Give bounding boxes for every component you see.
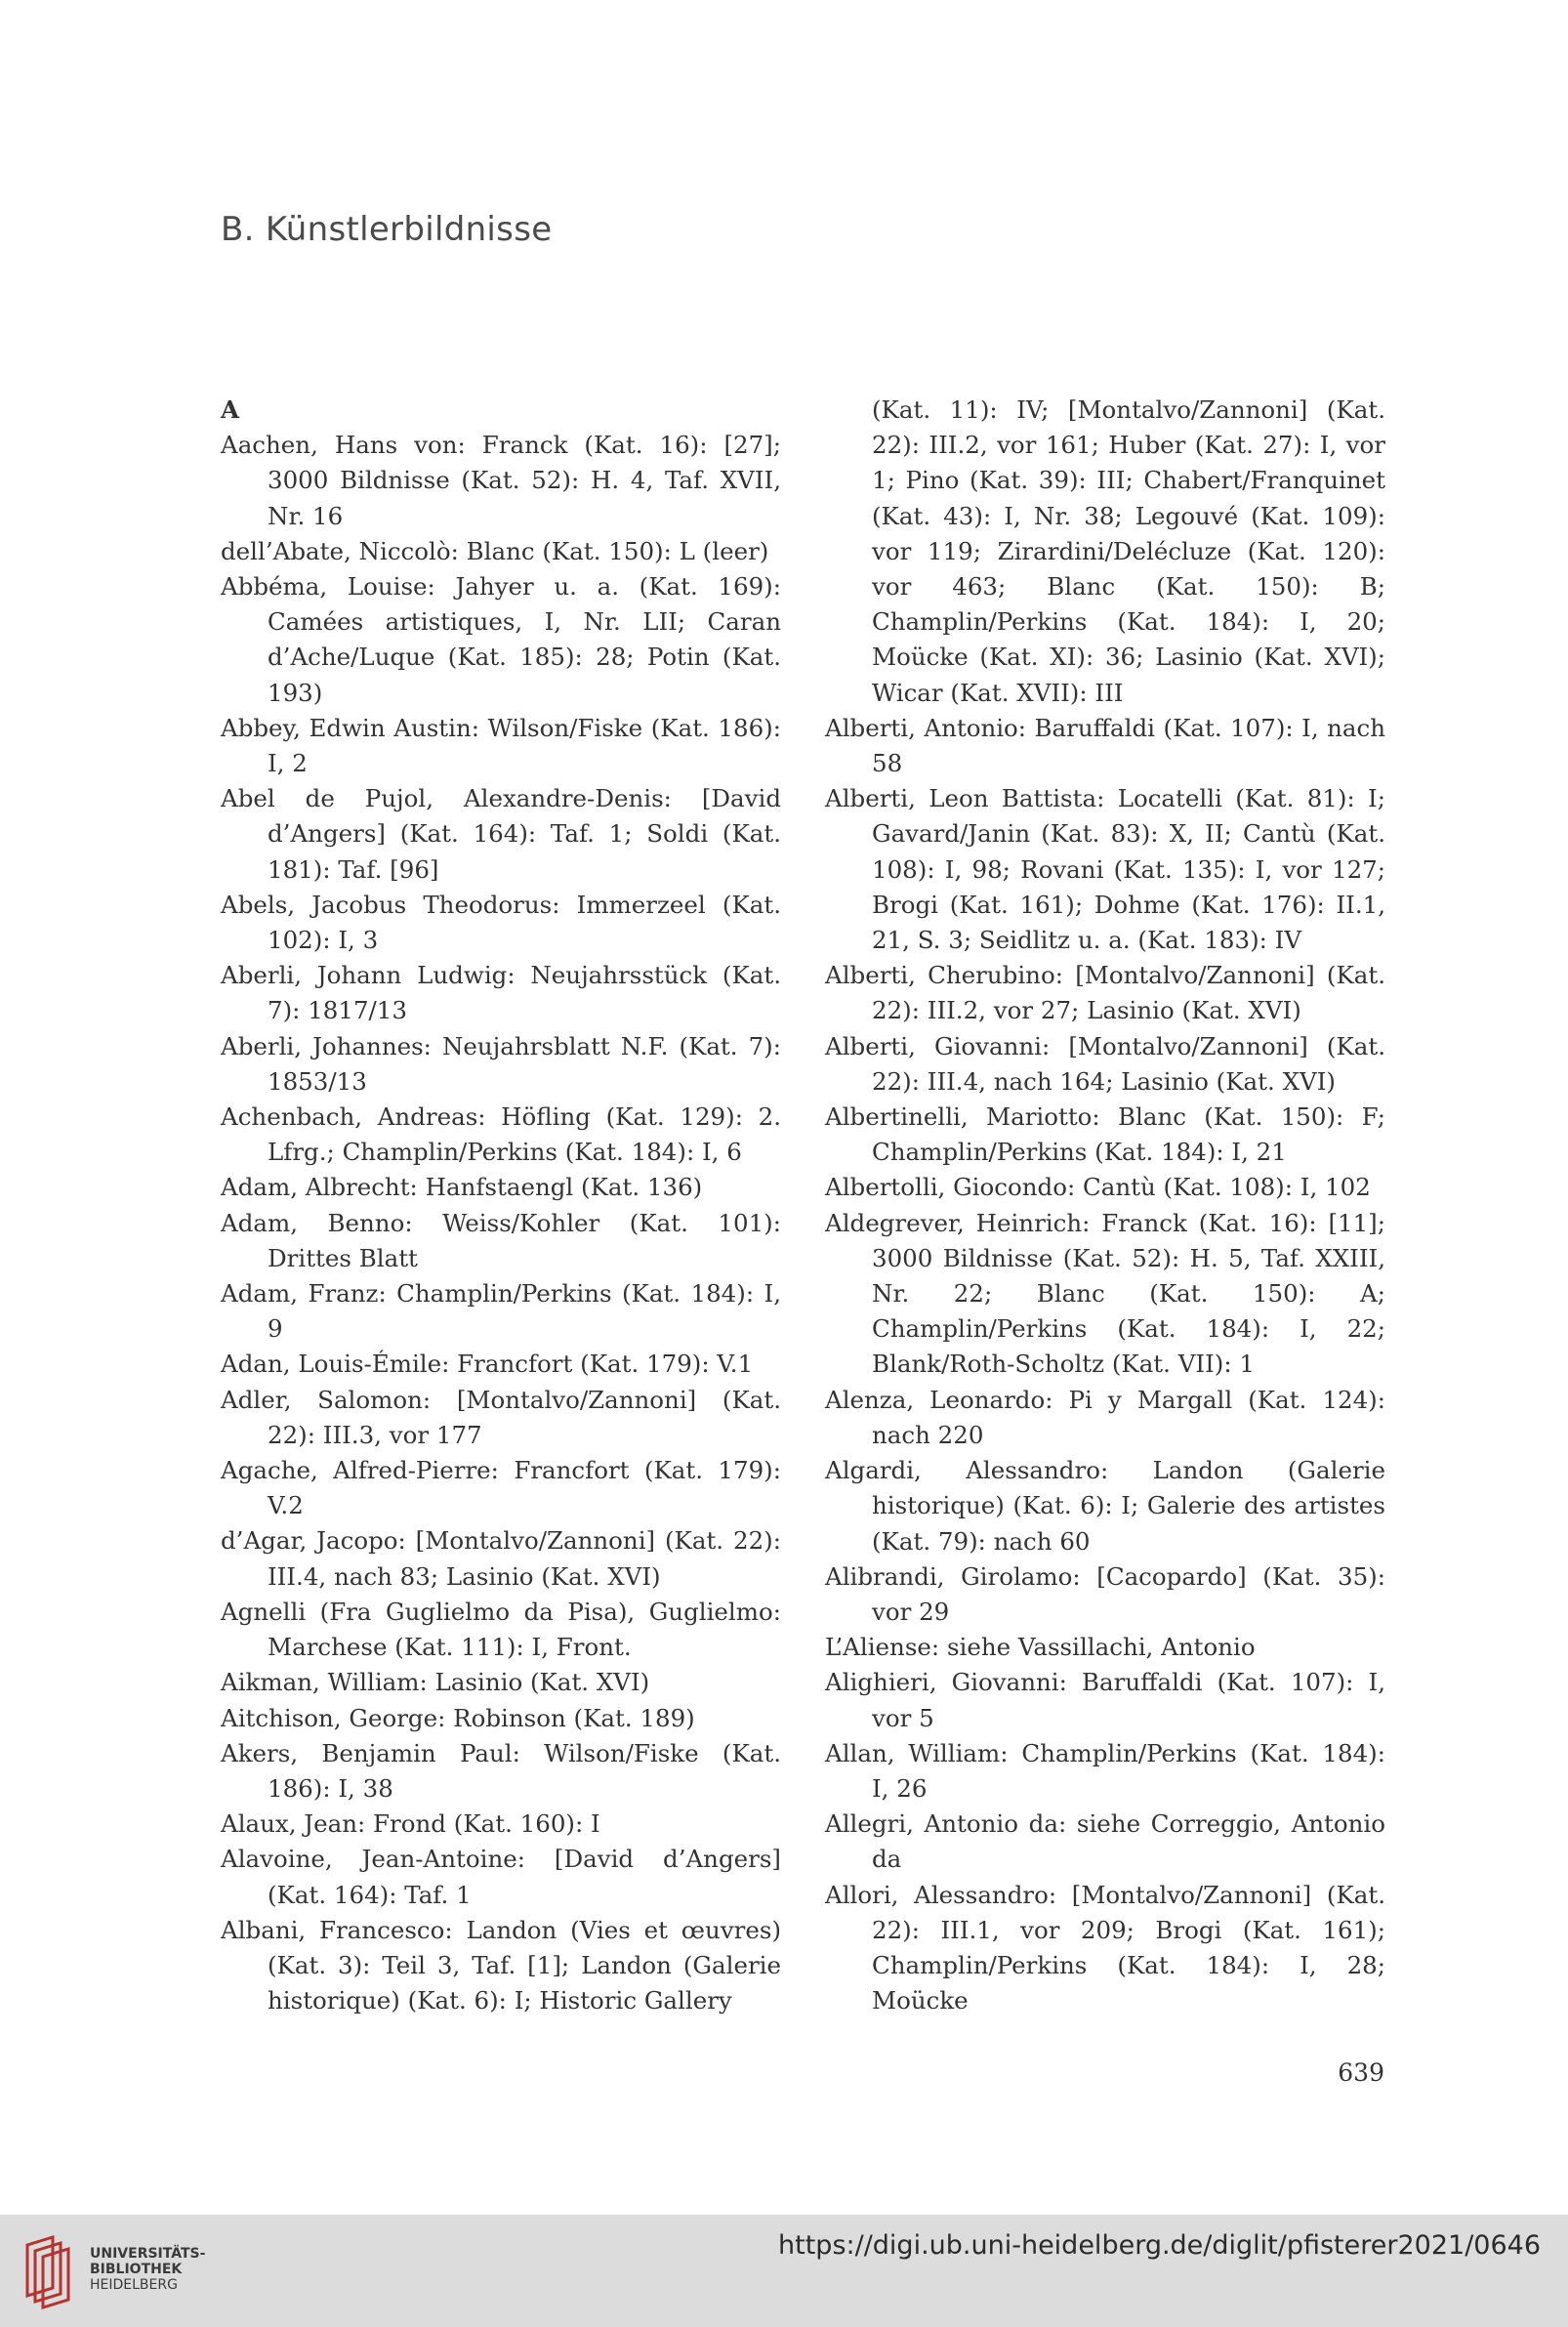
index-entry: Achenbach, Andreas: Höfling (Kat. 129): 2. Lfrg.; Champlin/Perkins (Kat. 184): I, 6 [221,1102,781,1167]
index-entry: Albani, Francesco: Landon (Vies et œuvres) (Kat. 3): Teil 3, Taf. [1]; Landon (Galerie historique) (Kat. 6): I; Historic Gallery [221,1915,781,2015]
index-entry: Aachen, Hans von: Franck (Kat. 16): [27]; 3000 Bildnisse (Kat. 52): H. 4, Taf. XVII, Nr. 16 [221,431,781,530]
index-entry: Abbéma, Louise: Jahyer u. a. (Kat. 169): Camées artistiques, I, Nr. LII; Caran d’Ache/Luque (Kat. 185): 28; Potin (Kat. 193) [221,572,781,707]
index-column-right [825,393,1385,2018]
index-entry: Albertolli, Giocondo: Cantù (Kat. 108): I, 102 [825,1173,1371,1202]
index-entry: Adan, Louis-Émile: Francfort (Kat. 179): V.1 [221,1350,754,1379]
index-entry: Allori, Alessandro: [Montalvo/Zannoni] (Kat. 22): III.1, vor 209; Brogi (Kat. 161); Champlin/Perkins (Kat. 184): I, 28; Moücke [825,1880,1385,2015]
index-entry: Alaux, Jean: Frond (Kat. 160): I [221,1809,600,1839]
index-entry: Alberti, Leon Battista: Locatelli (Kat. 81): I; Gavard/Janin (Kat. 83): X, II; Cantù (Kat. 108): I, 98; Rovani (Kat. 135): I, vor 127; Brogi (Kat. 161); Dohme (Kat. 176): II.1, 21, S. 3; Seidlitz u. a. (Kat. 183): IV [825,784,1385,955]
index-entry: Albertinelli, Mariotto: Blanc (Kat. 150): F; Champlin/Perkins (Kat. 184): I, 21 [825,1102,1385,1167]
index-entry-continuation: (Kat. 11): IV; [Montalvo/Zannoni] (Kat. 22): III.2, vor 161; Huber (Kat. 27): I, vor 1; Pino (Kat. 39): III; Chabert/Franquinet (Kat. 43): I, Nr. 38; Legouvé (Kat. 109): vor 119; Zirardini/Delécluze (Kat. 120): vor 463; Blanc (Kat. 150): B; Champlin/Perkins (Kat. 184): I, 20; Moücke (Kat. XI): 36; Lasinio (Kat. XVI); Wicar (Kat. XVII): III [872,395,1385,707]
index-entry: Alibrandi, Girolamo: [Cacopardo] (Kat. 35): vor 29 [825,1561,1385,1626]
index-entry: Alberti, Antonio: Baruffaldi (Kat. 107): I, nach 58 [825,713,1385,778]
index-entry: Alenza, Leonardo: Pi y Margall (Kat. 124): nach 220 [825,1385,1385,1449]
library-name-line-2: BIBLIOTHEK [90,2262,183,2277]
page-number: 639 [1338,2058,1384,2087]
index-entry: Agache, Alfred-Pierre: Francfort (Kat. 179): V.2 [221,1456,781,1520]
index-entry: Abel de Pujol, Alexandre-Denis: [David d’Angers] (Kat. 164): Taf. 1; Soldi (Kat. 181): Taf. [96] [221,784,781,884]
section-letter: A [221,395,240,424]
index-entry: L’Aliense: siehe Vassillachi, Antonio [825,1633,1256,1662]
index-entry: Aberli, Johann Ludwig: Neujahrsstück (Kat. 7): 1817/13 [221,961,781,1025]
index-entry: Alighieri, Giovanni: Baruffaldi (Kat. 107): I, vor 5 [825,1668,1385,1732]
index-entry: Allan, William: Champlin/Perkins (Kat. 184): I, 26 [825,1738,1385,1803]
index-entry: Abels, Jacobus Theodorus: Immerzeel (Kat. 102): I, 3 [221,890,781,955]
index-entry: Aitchison, George: Robinson (Kat. 189) [221,1703,695,1732]
index-entry: Aldegrever, Heinrich: Franck (Kat. 16): [11]; 3000 Bildnisse (Kat. 52): H. 5, Taf. XXIII, Nr. 22; Blanc (Kat. 150): A; Champlin/Perkins (Kat. 184): I, 22; Blank/Roth-Scholtz (Kat. VII): 1 [825,1208,1385,1379]
index-entry: Adler, Salomon: [Montalvo/Zannoni] (Kat. 22): III.3, vor 177 [221,1385,781,1449]
index-entry: Alberti, Giovanni: [Montalvo/Zannoni] (Kat. 22): III.4, nach 164; Lasinio (Kat. XVI) [825,1031,1385,1096]
right-entries [825,711,1385,2019]
index-entry: Alberti, Cherubino: [Montalvo/Zannoni] (Kat. 22): III.2, vor 27; Lasinio (Kat. XVI) [825,961,1385,1025]
index-entry: Alavoine, Jean-Antoine: [David d’Angers] (Kat. 164): Taf. 1 [221,1845,781,1909]
index-column-left [221,393,781,2018]
index-entry: Allegri, Antonio da: siehe Correggio, Antonio da [825,1809,1385,1874]
index-entry: dell’Abate, Niccolò: Blanc (Kat. 150): L (leer) [221,536,769,565]
page-heading: B. Künstlerbildnisse [221,210,553,249]
index-entry: d’Agar, Jacopo: [Montalvo/Zannoni] (Kat. 22): III.4, nach 83; Lasinio (Kat. XVI) [221,1526,781,1591]
index-entry: Algardi, Alessandro: Landon (Galerie historique) (Kat. 6): I; Galerie des artistes (Kat. 79): nach 60 [825,1456,1385,1556]
index-entry: Agnelli (Fra Guglielmo da Pisa), Guglielmo: Marchese (Kat. 111): I, Front. [221,1597,781,1662]
library-logo-icon [14,2231,82,2309]
footer-url-link[interactable]: https://digi.ub.uni-heidelberg.de/diglit/pfisterer2021/0646 [778,2230,1541,2261]
library-name [90,2246,205,2293]
index-entry: Adam, Franz: Champlin/Perkins (Kat. 184): I, 9 [221,1279,781,1344]
index-entry: Aberli, Johannes: Neujahrsblatt N.F. (Kat. 7): 1853/13 [221,1031,781,1096]
index-entry: Abbey, Edwin Austin: Wilson/Fiske (Kat. 186): I, 2 [221,713,781,778]
index-entry: Aikman, William: Lasinio (Kat. XVI) [221,1668,650,1697]
index-entry: Adam, Albrecht: Hanfstaengl (Kat. 136) [221,1173,703,1202]
index-entry: Akers, Benjamin Paul: Wilson/Fiske (Kat. 186): I, 38 [221,1738,781,1803]
library-name-line-3: HEIDELBERG [90,2277,178,2293]
index-entry: Adam, Benno: Weiss/Kohler (Kat. 101): Drittes Blatt [221,1208,781,1272]
left-entries [221,428,781,2018]
library-name-line-1: UNIVERSITÄTS- [90,2246,206,2262]
